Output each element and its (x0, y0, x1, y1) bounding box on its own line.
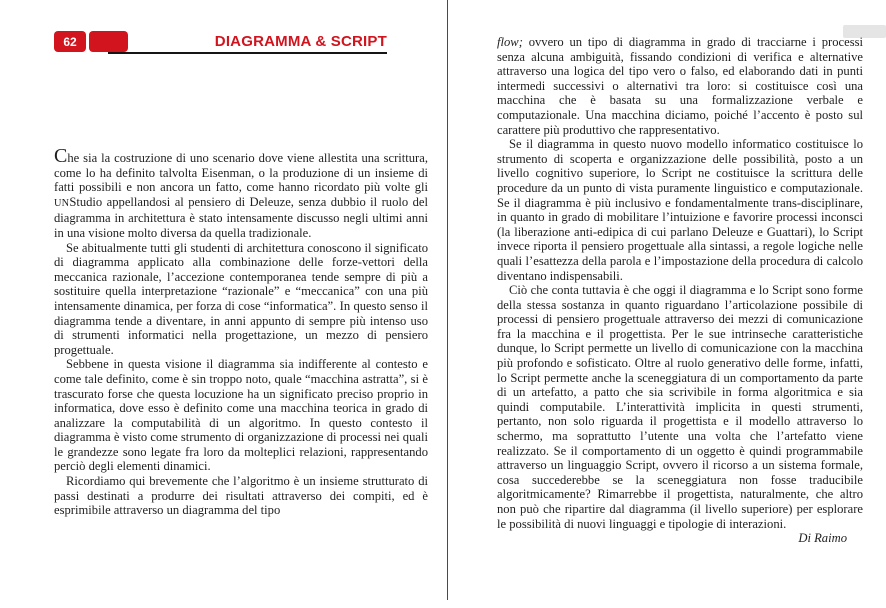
paragraph-text: Studio appellandosi al pensiero di Deleuze, senza dubbio il ruolo del diagramma in architettura è stato intensamente discusso negli ultimi anni in una visione molto diversa da quella tradizionale. (54, 194, 428, 240)
italic-lead-word: flow; (497, 35, 523, 49)
drop-cap: C (54, 145, 68, 167)
right-page-text-column (497, 35, 863, 546)
chapter-title: DIAGRAMMA & SCRIPT (214, 33, 387, 50)
paragraph: Sebbene in questa visione il diagramma sia indifferente al contesto e come tale definito, come è sin troppo noto, quale “macchina astratta”, si è trascurato forse che questa locuzione ha un significato preciso proprio in informatica, dove esso è definito come una macchina teorica in grado di analizzare la computabilità di un algoritmo. In questo contesto il diagramma è visto come strumento di organizzazione di processi nei quali le grandezze sono legate fra loro da molteplici relazioni, rappresentando perciò degli elementi dinamici. (54, 357, 428, 474)
left-page-text-column (54, 145, 428, 518)
paragraph-continuation (497, 35, 863, 137)
paragraph-text: ovvero un tipo di diagramma in grado di tracciarne i processi senza alcuna ambiguità, fissando condizioni di verifica e alternative attraverso una logica del tipo vero o falso, ed elaborando dati in punti intermedi successivi o alternativi tra loro: si costituisce così una macchina che è basata su una formalizzazione verbale e computazionale. Una macchina diciamo, poiché l’accento è posto sul carattere più produttivo che rappresentativo. (497, 35, 863, 137)
paragraph: Se il diagramma in questo nuovo modello informatico costituisce lo strumento di scoperta e organizzazione delle possibilità, posto a un livello cognitivo superiore, lo Script ne costituisce la scrittura delle procedure da un punto di vista puramente linguistico e computazionale. Se il diagramma è più inclusivo e fondamentalmente trans-disciplinare, in quanto in grado di mobilitare l’intuizione e favorire processi inconsci (la liberazione anti-edipica di cui parlano Deleuze e Guattari), lo Script invece riporta il pensiero progettuale alla sintassi, a regole logiche nelle quali l’esattezza della parola e l’impostazione della procedura di calcolo diventano indispensabili. (497, 137, 863, 283)
paragraph-text: he sia la costruzione di uno scenario dove viene allestita una scrittura, come lo ha definito talvolta Eisenman, o la produzione di un insieme di fatti possibili e non ancora un fatto, come hanno ricordato più volte gli (54, 151, 428, 195)
smallcaps-text: UN (54, 197, 70, 209)
author-signature: Di Raimo (798, 531, 847, 546)
paragraph: Se abitualmente tutti gli studenti di architettura conoscono il significato di diagramma applicato alla combinazione delle forze-vettori della meccanica razionale, l’accezione contemporanea tende sempre di più a sostituire quella interpretazione “razionale” e “meccanica” con una più intensamente dinamica, per forza di cose “informatica”. In questo senso il diagramma tende a diventare, in anni appunto di sempre più intenso uso di strumenti informatici nella progettazione, un mezzo di pensiero progettuale. (54, 240, 428, 357)
paragraph: Ciò che conta tuttavia è che oggi il diagramma e lo Script sono forme della stessa sostanza in quanto riguardano l’articolazione possibile di processi di pensiero progettuale attraverso dei mezzi di comunicazione fra la macchina e il progettista. Per le sue intrinseche caratteristiche dunque, lo Script permette un livello di comunicazione con la macchina più profondo e sofisticato. Oltre al ruolo generativo delle forme, infatti, lo Script permette anche la sceneggiatura di un comportamento da parte di un artefatto, a patto che sia scrivibile in forma algoritmica e sia quindi computabile. L’interattività implicita in questi strumenti, pertanto, non solo riguarda il progettista e il modello attraverso lo schermo, ma soprattutto l’utente una volta che l’artefatto viene realizzato. Se il comportamento di un oggetto è quindi programmabile attraverso un linguaggio Script, ovvero il ricorso a un sistema formale, cosa succederebbe se la sceneggiatura non fosse traducibile algoritmicamente? Rimarrebbe il progettista, naturalmente, che altro non può che ripartire dal diagramma (il livello superiore) per esplorare le possibilità di nuovi linguaggi e tipologie di interazioni. (497, 283, 863, 531)
paragraph: Ricordiamo qui brevemente che l’algoritmo è un insieme strutturato di passi destinati a produrre dei risultati attraverso dei compiti, ed è esprimibile attraverso un diagramma del tipo (54, 474, 428, 518)
header-rule (108, 52, 387, 54)
decorative-red-box (89, 31, 128, 52)
page-number-badge: 62 (54, 31, 86, 52)
paragraph-opening (54, 145, 428, 241)
page-right (447, 0, 886, 608)
